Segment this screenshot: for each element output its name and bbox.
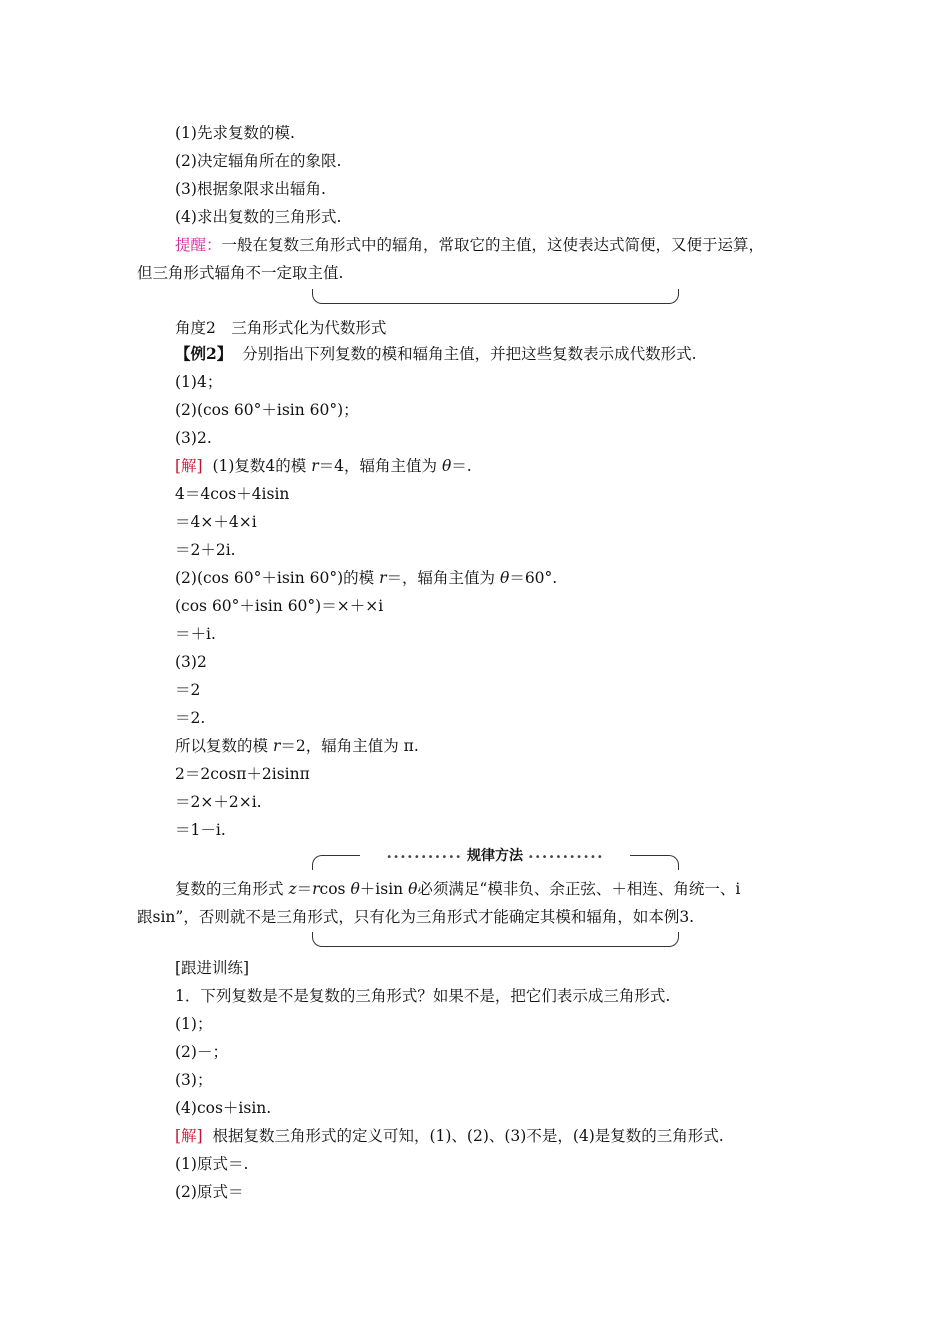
var-theta: θ xyxy=(350,880,360,898)
example-item-3: (3)2. xyxy=(175,429,212,447)
solution-text: ＝. xyxy=(451,457,472,475)
tip-line-2: 但三角形式辐角不一定取主值. xyxy=(137,264,344,282)
example-2 xyxy=(175,344,697,364)
solution-c-line: ＝1－i. xyxy=(175,821,226,839)
var-r: r xyxy=(272,737,281,755)
solution-text: 根据复数三角形式的定义可知，(1)、(2)、(3)不是，(4)是复数的三角形式. xyxy=(212,1127,724,1145)
practice-answer-2: (2)原式＝ xyxy=(175,1183,244,1201)
method-box-bottom xyxy=(312,932,679,947)
step-2: (2)决定辐角所在的象限. xyxy=(175,152,342,170)
method-text: ＝ xyxy=(296,880,313,898)
example-item-1: (1)4； xyxy=(175,373,223,391)
practice-item-1: (1)； xyxy=(175,1015,213,1033)
solution-line-1 xyxy=(175,456,472,476)
solution-text: (2)(cos 60°＋isin 60°)的模 xyxy=(175,569,380,587)
practice-item-3: (3)； xyxy=(175,1071,213,1089)
solution-text: ＝2，辐角主值为 π. xyxy=(280,737,419,755)
solution-c-line-1 xyxy=(175,736,419,756)
solution-b-line: (3)2 xyxy=(175,653,207,671)
section-close-bracket xyxy=(312,289,679,304)
solution-text: ＝4，辐角主值为 xyxy=(318,457,442,475)
example-item-2: (2)(cos 60°＋isin 60°)； xyxy=(175,401,359,419)
decorative-dots: ••••••••••• xyxy=(527,852,604,863)
solution-b-line: (cos 60°＋isin 60°)＝×＋×i xyxy=(175,597,384,615)
practice-item-2: (2)－； xyxy=(175,1043,228,1061)
solution-text: 所以复数的模 xyxy=(175,737,273,755)
solution-a-line: ＝2＋2i. xyxy=(175,541,236,559)
tip-label: 提醒： xyxy=(175,236,222,254)
example-text: 分别指出下列复数的模和辐角主值，并把这些复数表示成代数形式. xyxy=(242,345,697,363)
solution-text: (1)复数4的模 xyxy=(212,457,312,475)
method-line-1 xyxy=(175,879,740,899)
method-text: cos xyxy=(319,880,351,898)
solution-c-line: ＝2×＋2×i. xyxy=(175,793,262,811)
practice-solution xyxy=(175,1126,724,1146)
var-theta: θ xyxy=(441,457,452,475)
solution-b-line: ＝2 xyxy=(175,681,201,699)
solution-text: ＝，辐角主值为 xyxy=(386,569,500,587)
solution-a-line: ＝4×＋4×i xyxy=(175,513,257,531)
method-text: 必须满足“模非负、余正弦、＋相连、角统一、i xyxy=(417,880,741,898)
decorative-dots: ••••••••••• xyxy=(386,852,463,863)
var-theta: θ xyxy=(408,880,418,898)
tip-text-1: 一般在复数三角形式中的辐角，常取它的主值，这使表达式简便，又便于运算， xyxy=(221,236,765,254)
solution-a-line: 4＝4cos＋4isin xyxy=(175,485,290,503)
angle2-heading: 角度2 三角形式化为代数形式 xyxy=(175,319,387,337)
method-title xyxy=(360,845,630,867)
solution-b-line: ＝＋i. xyxy=(175,625,216,643)
var-z: z xyxy=(288,880,297,898)
method-title-text: 规律方法 xyxy=(467,848,523,864)
var-r: r xyxy=(311,457,319,475)
practice-question: 1．下列复数是不是复数的三角形式？如果不是，把它们表示成三角形式. xyxy=(175,987,671,1005)
solution-b-line-1 xyxy=(175,568,557,588)
practice-answer-1: (1)原式＝. xyxy=(175,1155,249,1173)
method-text: 复数的三角形式 xyxy=(175,880,289,898)
tip-line-1 xyxy=(175,235,764,255)
method-text: ＋isin xyxy=(359,880,409,898)
step-3: (3)根据象限求出辐角. xyxy=(175,180,326,198)
method-line-2: 跟sin”，否则就不是三角形式，只有化为三角形式才能确定其模和辐角，如本例3. xyxy=(137,908,695,926)
step-4: (4)求出复数的三角形式. xyxy=(175,208,342,226)
solution-b-line: ＝2. xyxy=(175,709,206,727)
step-1: (1)先求复数的模. xyxy=(175,124,295,142)
solution-text: ＝60°. xyxy=(509,569,558,587)
solution-label: [解] xyxy=(175,1127,203,1145)
solution-label: [解] xyxy=(175,457,203,475)
example-label: 【例2】 xyxy=(175,344,233,363)
var-theta: θ xyxy=(499,569,510,587)
solution-c-line: 2＝2cosπ＋2isinπ xyxy=(175,765,310,783)
var-r: r xyxy=(312,880,320,898)
var-r: r xyxy=(379,569,387,587)
practice-heading: [跟进训练] xyxy=(175,959,250,977)
practice-item-4: (4)cos＋isin. xyxy=(175,1099,272,1117)
